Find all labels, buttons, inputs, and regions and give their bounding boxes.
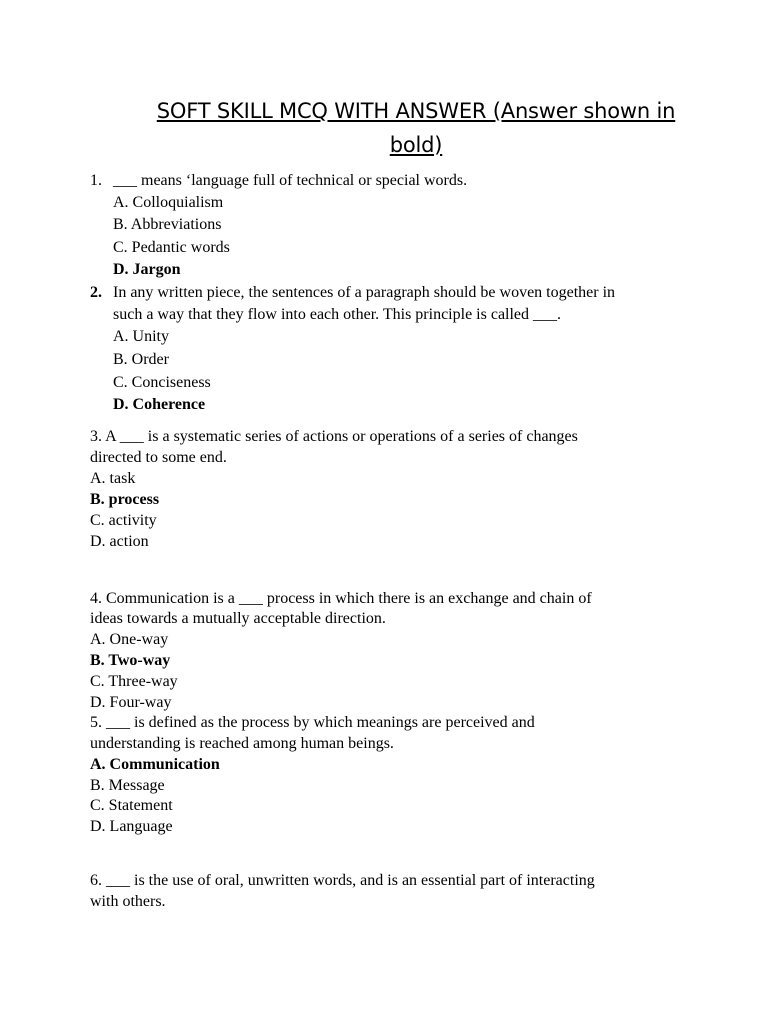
question-4-text-line-2: ideas towards a mutually acceptable direction. — [90, 610, 386, 627]
page-title — [90, 94, 742, 162]
question-3-text-line-2: directed to some end. — [90, 449, 227, 466]
question-4-text-line-1: 4. Communication is a ___ process in which there is an exchange and chain of — [90, 590, 592, 607]
question-6-text-line-1: 6. ___ is the use of oral, unwritten words, and is an essential part of interacting — [90, 872, 595, 889]
question-2-option-a: A. Unity — [113, 328, 169, 345]
question-3-text-line-1: 3. A ___ is a systematic series of actions or operations of a series of changes — [90, 428, 578, 445]
question-4-option-d: D. Four-way — [90, 694, 172, 711]
question-2-option-d-answer: D. Coherence — [113, 396, 206, 413]
question-5-option-d: D. Language — [90, 818, 173, 835]
question-1-number: 1. — [90, 172, 102, 189]
question-2-text-line-2: such a way that they flow into each other. This principle is called ___. — [113, 306, 562, 323]
question-1-option-a: A. Colloquialism — [113, 194, 224, 211]
page-title-line-2: bold) — [389, 133, 443, 157]
question-1-option-b: B. Abbreviations — [113, 216, 222, 233]
page-title-line-1: SOFT SKILL MCQ WITH ANSWER (Answer shown in — [156, 99, 676, 123]
question-3-option-b-answer: B. process — [90, 491, 160, 508]
question-4-option-b-answer: B. Two-way — [90, 652, 171, 669]
question-2-text-line-1: In any written piece, the sentences of a paragraph should be woven together in — [113, 284, 616, 301]
question-4-option-a: A. One-way — [90, 631, 169, 648]
question-5-option-c: C. Statement — [90, 797, 173, 814]
question-6-text-line-2: with others. — [90, 893, 166, 910]
question-3-option-a: A. task — [90, 470, 136, 487]
question-5-text-line-2: understanding is reached among human beings. — [90, 735, 394, 752]
question-3-option-d: D. action — [90, 533, 149, 550]
question-4-option-c: C. Three-way — [90, 673, 178, 690]
question-1-option-c: C. Pedantic words — [113, 239, 230, 256]
question-3-option-c: C. activity — [90, 512, 157, 529]
question-2-option-b: B. Order — [113, 351, 169, 368]
question-2-number: 2. — [90, 284, 102, 301]
question-1-option-d-answer: D. Jargon — [113, 261, 181, 278]
question-1-text: ___ means ‘language full of technical or special words. — [113, 172, 468, 189]
question-5-option-a-answer: A. Communication — [90, 756, 220, 773]
question-5-text-line-1: 5. ___ is defined as the process by which meanings are perceived and — [90, 714, 535, 731]
question-2-option-c: C. Conciseness — [113, 374, 211, 391]
question-5-option-b: B. Message — [90, 777, 165, 794]
